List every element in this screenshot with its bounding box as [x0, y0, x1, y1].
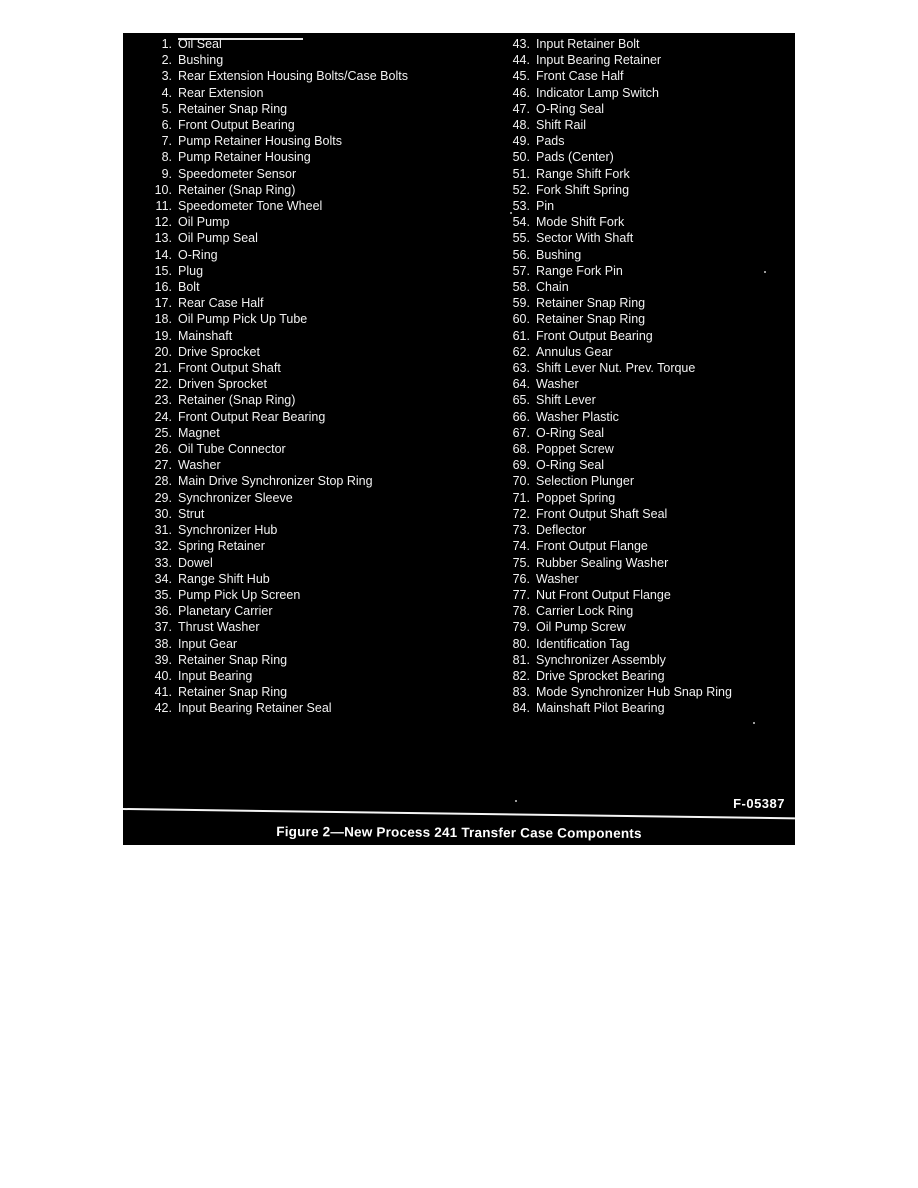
- part-label: Front Output Bearing: [178, 118, 295, 133]
- part-list-item: [145, 636, 408, 652]
- part-list-item: [503, 263, 732, 279]
- scan-artifact-dot: [764, 271, 766, 273]
- part-number: 5.: [161, 101, 172, 116]
- part-number: 68.: [512, 442, 530, 457]
- part-label: Input Gear: [178, 636, 238, 651]
- part-label: O-Ring Seal: [536, 101, 605, 116]
- part-list-item: [145, 263, 408, 279]
- part-number: 18.: [154, 312, 172, 327]
- part-list-item: [145, 117, 408, 133]
- part-label: Pump Retainer Housing: [178, 150, 311, 165]
- part-number: 4.: [161, 85, 172, 100]
- part-list-item: [145, 490, 408, 506]
- part-list-item: [145, 522, 408, 538]
- part-label: Bushing: [536, 247, 582, 262]
- part-number: 6.: [161, 118, 172, 133]
- part-number: 58.: [512, 280, 530, 295]
- part-number: 14.: [154, 247, 172, 262]
- part-label: Plug: [178, 263, 204, 278]
- part-label: Pump Retainer Housing Bolts: [178, 134, 342, 149]
- part-list-item: [145, 36, 408, 52]
- part-number: 78.: [512, 604, 530, 619]
- part-list-item: [503, 149, 732, 165]
- part-label: Nut Front Output Flange: [536, 587, 671, 602]
- part-label: Oil Tube Connector: [178, 442, 286, 457]
- part-label: Input Bearing Retainer Seal: [178, 701, 332, 716]
- part-number: 21.: [154, 361, 172, 376]
- part-number: 84.: [512, 701, 530, 716]
- part-list-item: [503, 603, 732, 619]
- part-label: Front Output Shaft: [178, 361, 281, 376]
- part-number: 75.: [512, 555, 530, 570]
- part-label: Magnet: [178, 425, 220, 440]
- part-number: 81.: [512, 652, 530, 667]
- part-list-item: [503, 700, 732, 716]
- part-label: Retainer Snap Ring: [178, 685, 288, 700]
- part-list-item: [145, 392, 408, 408]
- part-list-item: [503, 425, 732, 441]
- part-label: Retainer Snap Ring: [536, 296, 646, 311]
- part-list-item: [503, 490, 732, 506]
- part-label: Poppet Spring: [536, 490, 616, 505]
- figure-2-parts-list-block: [123, 33, 795, 845]
- part-list-item: [503, 311, 732, 327]
- part-number: 3.: [161, 69, 172, 84]
- part-label: Indicator Lamp Switch: [536, 85, 659, 100]
- part-label: Range Fork Pin: [536, 263, 623, 278]
- part-number: 83.: [512, 685, 530, 700]
- part-label: Oil Pump Screw: [536, 620, 626, 635]
- part-label: Chain: [536, 280, 569, 295]
- part-list-item: [503, 441, 732, 457]
- part-list-item: [145, 214, 408, 230]
- part-label: Rear Case Half: [178, 296, 264, 311]
- figure-caption: Figure 2—New Process 241 Transfer Case Components: [276, 824, 642, 841]
- part-label: Oil Pump Seal: [178, 231, 258, 246]
- part-number: 31.: [154, 523, 172, 538]
- scan-artifact-dot: [510, 212, 512, 214]
- part-label: Shift Lever Nut. Prev. Torque: [536, 361, 696, 376]
- part-label: Carrier Lock Ring: [536, 604, 634, 619]
- part-label: Retainer Snap Ring: [178, 101, 288, 116]
- part-list-item: [145, 230, 408, 246]
- parts-column-left: [145, 36, 408, 717]
- part-number: 44.: [512, 53, 530, 68]
- part-number: 45.: [512, 69, 530, 84]
- part-list-item: [145, 360, 408, 376]
- part-number: 80.: [512, 636, 530, 651]
- part-label: Washer: [536, 571, 579, 586]
- part-label: Fork Shift Spring: [536, 182, 630, 197]
- part-list-item: [145, 506, 408, 522]
- part-list-item: [503, 619, 732, 635]
- part-label: Mode Shift Fork: [536, 215, 625, 230]
- part-number: 74.: [512, 539, 530, 554]
- part-list-item: [145, 668, 408, 684]
- part-number: 33.: [154, 555, 172, 570]
- part-list-item: [503, 392, 732, 408]
- part-list-item: [145, 684, 408, 700]
- part-number: 38.: [154, 636, 172, 651]
- part-list-item: [503, 101, 732, 117]
- part-list-item: [145, 555, 408, 571]
- part-number: 59.: [512, 296, 530, 311]
- part-list-item: [145, 328, 408, 344]
- part-list-item: [145, 376, 408, 392]
- part-label: Rubber Sealing Washer: [536, 555, 669, 570]
- part-list-item: [145, 619, 408, 635]
- part-number: 7.: [161, 134, 172, 149]
- part-label: Input Bearing: [178, 668, 253, 683]
- part-label: Retainer Snap Ring: [536, 312, 646, 327]
- part-number: 13.: [154, 231, 172, 246]
- part-list-item: [503, 182, 732, 198]
- part-list-item: [503, 636, 732, 652]
- part-number: 28.: [154, 474, 172, 489]
- part-number: 57.: [512, 263, 530, 278]
- part-label: Oil Pump Pick Up Tube: [178, 312, 308, 327]
- part-list-item: [503, 522, 732, 538]
- part-label: Bushing: [178, 53, 224, 68]
- part-list-item: [145, 133, 408, 149]
- part-list-item: [503, 587, 732, 603]
- part-list-item: [503, 247, 732, 263]
- part-label: Synchronizer Assembly: [536, 652, 666, 667]
- part-number: 9.: [161, 166, 172, 181]
- part-list-item: [145, 149, 408, 165]
- figure-reference-code: F-05387: [733, 796, 785, 811]
- part-list-item: [145, 85, 408, 101]
- parts-column-right: [503, 36, 732, 717]
- part-label: Synchronizer Sleeve: [178, 490, 293, 505]
- part-label: Drive Sprocket: [178, 344, 260, 359]
- part-label: Washer Plastic: [536, 409, 619, 424]
- part-number: 76.: [512, 571, 530, 586]
- part-label: Shift Rail: [536, 118, 587, 133]
- part-label: Driven Sprocket: [178, 377, 267, 392]
- part-number: 23.: [154, 393, 172, 408]
- part-number: 47.: [512, 101, 530, 116]
- part-list-item: [503, 652, 732, 668]
- part-list-item: [503, 52, 732, 68]
- part-label: Annulus Gear: [536, 344, 613, 359]
- part-label: Pin: [536, 199, 555, 214]
- part-number: 42.: [154, 701, 172, 716]
- part-number: 16.: [154, 280, 172, 295]
- part-number: 54.: [512, 215, 530, 230]
- part-list-item: [145, 344, 408, 360]
- part-label: Front Output Shaft Seal: [536, 506, 668, 521]
- part-label: Pump Pick Up Screen: [178, 587, 301, 602]
- part-list-item: [503, 328, 732, 344]
- part-label: Thrust Washer: [178, 620, 260, 635]
- part-list-item: [145, 279, 408, 295]
- part-list-item: [145, 68, 408, 84]
- part-number: 64.: [512, 377, 530, 392]
- part-list-item: [503, 376, 732, 392]
- part-number: 51.: [512, 166, 530, 181]
- part-label: Poppet Screw: [536, 442, 614, 457]
- part-list-item: [503, 166, 732, 182]
- part-label: Retainer Snap Ring: [178, 652, 288, 667]
- part-list-item: [145, 571, 408, 587]
- part-list-item: [145, 652, 408, 668]
- part-list-item: [503, 68, 732, 84]
- part-number: 10.: [154, 182, 172, 197]
- part-list-item: [145, 166, 408, 182]
- part-list-item: [503, 36, 732, 52]
- part-label: Drive Sprocket Bearing: [536, 668, 665, 683]
- part-label: Retainer (Snap Ring): [178, 182, 296, 197]
- part-number: 24.: [154, 409, 172, 424]
- part-list-item: [503, 295, 732, 311]
- part-label: Front Output Flange: [536, 539, 648, 554]
- part-number: 36.: [154, 604, 172, 619]
- part-label: Range Shift Fork: [536, 166, 630, 181]
- part-number: 15.: [154, 263, 172, 278]
- part-number: 32.: [154, 539, 172, 554]
- part-label: Identification Tag: [536, 636, 630, 651]
- part-label: Main Drive Synchronizer Stop Ring: [178, 474, 373, 489]
- part-number: 48.: [512, 118, 530, 133]
- part-list-item: [145, 538, 408, 554]
- part-number: 17.: [154, 296, 172, 311]
- part-number: 12.: [154, 215, 172, 230]
- part-number: 79.: [512, 620, 530, 635]
- part-label: O-Ring Seal: [536, 425, 605, 440]
- part-label: Retainer (Snap Ring): [178, 393, 296, 408]
- part-label: O-Ring Seal: [536, 458, 605, 473]
- part-number: 55.: [512, 231, 530, 246]
- part-list-item: [145, 409, 408, 425]
- part-number: 11.: [155, 199, 172, 214]
- part-label: Selection Plunger: [536, 474, 634, 489]
- part-number: 43.: [512, 37, 530, 51]
- part-list-item: [145, 247, 408, 263]
- part-label: Rear Extension: [178, 85, 264, 100]
- part-number: 46.: [512, 85, 530, 100]
- part-label: Mainshaft: [178, 328, 233, 343]
- part-number: 70.: [512, 474, 530, 489]
- part-list-item: [145, 198, 408, 214]
- part-number: 66.: [512, 409, 530, 424]
- part-label: Pads: [536, 134, 565, 149]
- part-number: 41.: [154, 685, 172, 700]
- part-list-item: [503, 279, 732, 295]
- part-label: Front Output Rear Bearing: [178, 409, 326, 424]
- part-number: 60.: [512, 312, 530, 327]
- part-number: 63.: [512, 361, 530, 376]
- part-list-item: [503, 571, 732, 587]
- part-list-item: [145, 700, 408, 716]
- part-list-item: [503, 230, 732, 246]
- part-list-item: [145, 295, 408, 311]
- part-number: 65.: [512, 393, 530, 408]
- part-label: Bolt: [178, 280, 200, 295]
- part-label: Planetary Carrier: [178, 604, 273, 619]
- part-number: 40.: [154, 668, 172, 683]
- part-list-item: [503, 555, 732, 571]
- part-list-item: [503, 133, 732, 149]
- part-number: 29.: [154, 490, 172, 505]
- part-label: Deflector: [536, 523, 587, 538]
- part-label: Sector With Shaft: [536, 231, 634, 246]
- part-number: 20.: [154, 344, 172, 359]
- part-label: Rear Extension Housing Bolts/Case Bolts: [178, 69, 408, 84]
- part-list-item: [145, 52, 408, 68]
- part-number: 26.: [154, 442, 172, 457]
- part-label: Front Output Bearing: [536, 328, 653, 343]
- part-number: 22.: [154, 377, 172, 392]
- part-number: 8.: [161, 150, 172, 165]
- part-number: 56.: [512, 247, 530, 262]
- part-list-item: [503, 198, 732, 214]
- part-list-item: [503, 473, 732, 489]
- part-list-item: [503, 360, 732, 376]
- part-label: O-Ring: [178, 247, 218, 262]
- part-number: 19.: [154, 328, 172, 343]
- part-label: Shift Lever: [536, 393, 596, 408]
- part-number: 25.: [154, 425, 172, 440]
- part-number: 73.: [512, 523, 530, 538]
- part-number: 34.: [154, 571, 172, 586]
- part-label: Spring Retainer: [178, 539, 265, 554]
- part-list-item: [503, 117, 732, 133]
- part-list-item: [145, 182, 408, 198]
- part-list-item: [145, 587, 408, 603]
- part-number: 82.: [512, 668, 530, 683]
- part-number: 1.: [161, 37, 172, 51]
- part-number: 37.: [154, 620, 172, 635]
- part-list-item: [145, 457, 408, 473]
- part-number: 30.: [154, 506, 172, 521]
- part-label: Strut: [178, 506, 205, 521]
- part-label: Speedometer Sensor: [178, 166, 297, 181]
- part-list-item: [145, 603, 408, 619]
- part-list-item: [503, 214, 732, 230]
- scan-artifact-dot: [753, 722, 755, 724]
- part-label: Front Case Half: [536, 69, 624, 84]
- part-list-item: [503, 668, 732, 684]
- part-label: Dowel: [178, 555, 213, 570]
- part-label: Synchronizer Hub: [178, 523, 278, 538]
- part-list-item: [503, 409, 732, 425]
- part-number: 53.: [512, 199, 530, 214]
- part-list-item: [503, 85, 732, 101]
- part-list-item: [503, 506, 732, 522]
- part-number: 50.: [512, 150, 530, 165]
- part-number: 35.: [154, 587, 172, 602]
- part-label: Washer: [536, 377, 579, 392]
- part-number: 52.: [512, 182, 530, 197]
- part-list-item: [503, 457, 732, 473]
- scan-artifact-dot: [515, 800, 517, 802]
- part-list-item: [145, 101, 408, 117]
- part-number: 69.: [512, 458, 530, 473]
- part-number: 71.: [512, 490, 530, 505]
- part-label: Speedometer Tone Wheel: [178, 199, 323, 214]
- part-list-item: [503, 538, 732, 554]
- part-list-item: [145, 441, 408, 457]
- part-label: Oil Pump: [178, 215, 230, 230]
- part-label: Pads (Center): [536, 150, 614, 165]
- part-list-item: [503, 684, 732, 700]
- part-label: Input Retainer Bolt: [536, 37, 640, 51]
- part-label: Mode Synchronizer Hub Snap Ring: [536, 685, 732, 700]
- part-label: Mainshaft Pilot Bearing: [536, 701, 665, 716]
- part-list-item: [145, 473, 408, 489]
- separator-line: [123, 808, 795, 819]
- part-label: Oil Seal: [178, 37, 222, 51]
- part-list-item: [145, 311, 408, 327]
- part-list-item: [145, 425, 408, 441]
- part-label: Input Bearing Retainer: [536, 53, 662, 68]
- part-number: 77.: [512, 587, 530, 602]
- part-label: Washer: [178, 458, 221, 473]
- part-number: 62.: [512, 344, 530, 359]
- part-number: 61.: [512, 328, 530, 343]
- part-number: 67.: [512, 425, 530, 440]
- part-number: 72.: [512, 506, 530, 521]
- part-number: 27.: [154, 458, 172, 473]
- part-number: 39.: [154, 652, 172, 667]
- part-label: Range Shift Hub: [178, 571, 270, 586]
- part-number: 49.: [512, 134, 530, 149]
- part-number: 2.: [161, 53, 172, 68]
- part-list-item: [503, 344, 732, 360]
